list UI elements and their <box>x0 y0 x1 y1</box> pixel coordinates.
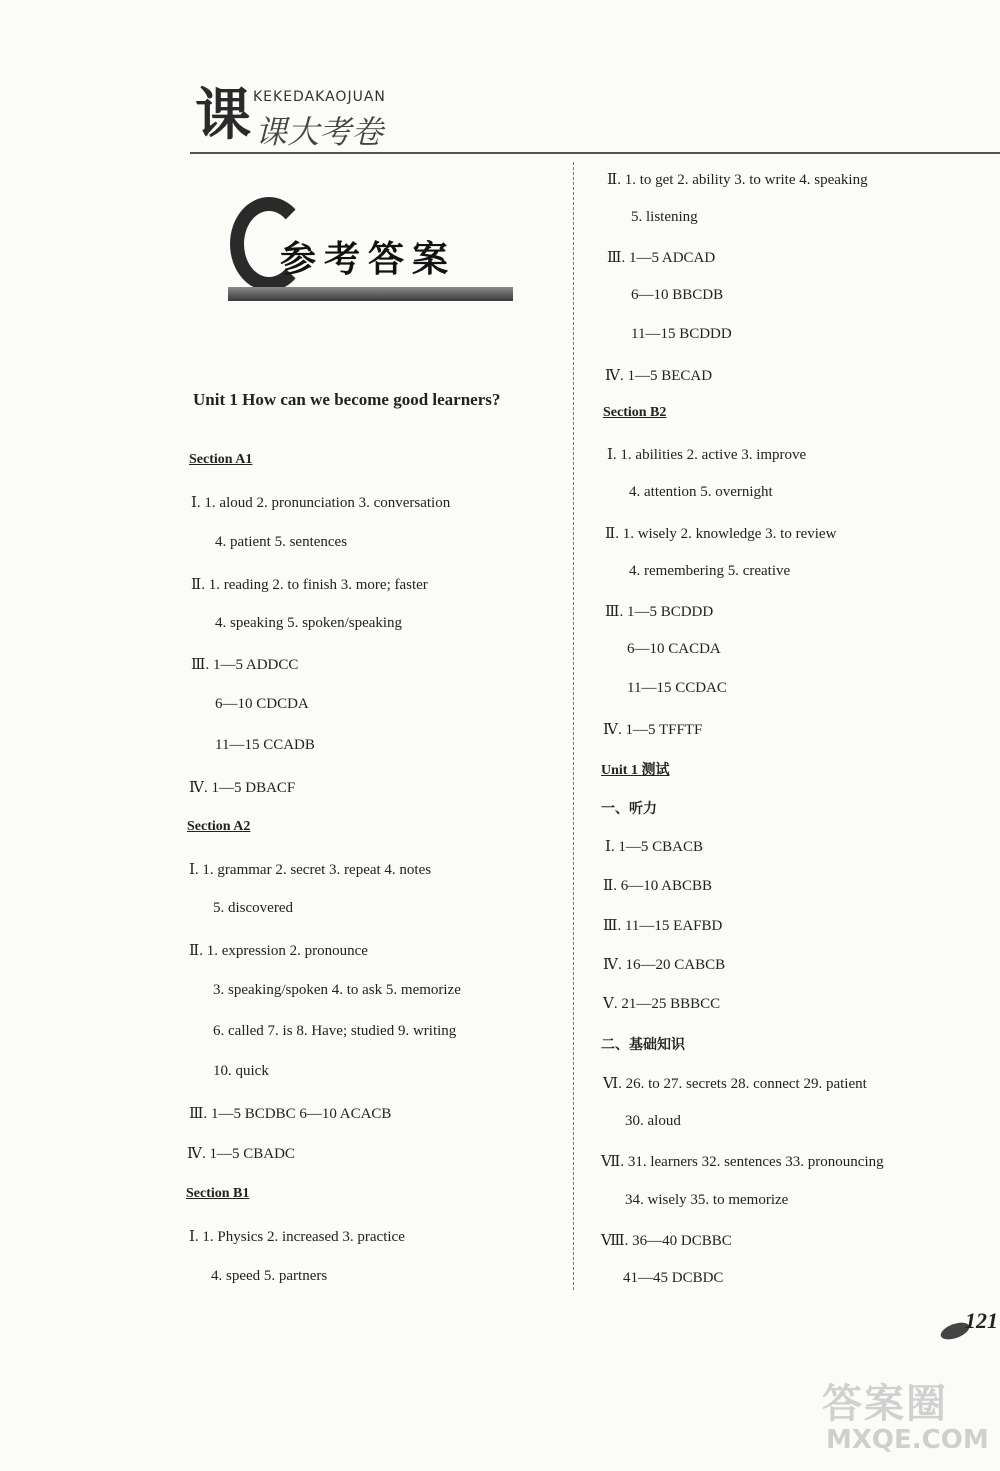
answer-line: Ⅱ. 1. to get 2. ability 3. to write 4. speaking <box>607 172 868 188</box>
column-divider <box>573 162 580 1290</box>
answer-line: 11—15 CCDAC <box>627 680 727 696</box>
header-divider <box>190 152 1000 154</box>
answer-line: 6—10 BBCDB <box>631 287 724 303</box>
answer-line: 4. patient 5. sentences <box>215 534 348 550</box>
banner-title: 参考答案 <box>280 239 457 280</box>
answer-line: Ⅳ. 1—5 BECAD <box>605 368 713 384</box>
answer-line: 10. quick <box>213 1063 269 1079</box>
watermark-url: MXQE.COM <box>826 1425 989 1455</box>
answer-line: Ⅳ. 1—5 TFFTF <box>603 722 703 738</box>
answer-line: Ⅷ. 36—40 DCBBC <box>601 1233 732 1249</box>
answer-line: Ⅱ. 1. reading 2. to finish 3. more; faster <box>191 577 428 593</box>
answer-line: Ⅳ. 1—5 DBACF <box>189 780 296 796</box>
answer-line: 5. listening <box>631 209 698 225</box>
answer-line: Ⅱ. 1. wisely 2. knowledge 3. to review <box>605 526 837 542</box>
answer-line: Ⅰ. 1. aloud 2. pronunciation 3. conversation <box>191 495 451 511</box>
page-number: 121 <box>965 1308 998 1333</box>
answer-line: 4. speed 5. partners <box>211 1268 328 1284</box>
logo-subtitle: 课大考卷 <box>255 113 384 151</box>
answer-line: Ⅳ. 1—5 CBADC <box>187 1146 295 1162</box>
answer-line: 4. attention 5. overnight <box>629 484 773 500</box>
answer-line: Ⅶ. 31. learners 32. sentences 33. pronouncing <box>601 1154 884 1170</box>
answer-line: 34. wisely 35. to memorize <box>625 1192 789 1208</box>
answer-line: Ⅲ. 1—5 BCDBC 6—10 ACACB <box>189 1106 392 1122</box>
watermark-logo: 答案圈 <box>822 1381 948 1427</box>
logo-character: 课 <box>195 82 251 148</box>
unit-title: Unit 1 How can we become good learners? <box>193 390 501 409</box>
answer-line: Ⅳ. 16—20 CABCB <box>603 957 726 973</box>
section-heading-test: Unit 1 测试 <box>601 763 670 778</box>
answer-line: Ⅲ. 1—5 ADDCC <box>191 657 299 673</box>
answer-line: 30. aloud <box>625 1113 681 1129</box>
answer-line: Ⅴ. 21—25 BBBCC <box>603 996 721 1012</box>
answer-line: 6. called 7. is 8. Have; studied 9. writing <box>213 1023 457 1039</box>
section-heading-a2: Section A2 <box>187 819 251 834</box>
answer-line: Ⅱ. 1. expression 2. pronounce <box>189 943 368 959</box>
section-heading-a1: Section A1 <box>189 452 253 467</box>
answer-line: 41—45 DCBDC <box>623 1270 724 1286</box>
answer-line: Ⅲ. 1—5 ADCAD <box>607 250 716 266</box>
answer-line: Ⅰ. 1—5 CBACB <box>605 839 704 855</box>
answer-line: 11—15 CCADB <box>215 737 315 753</box>
answer-line: 5. discovered <box>213 900 293 916</box>
part-heading-listening: 一、听力 <box>601 801 657 817</box>
part-heading-basics: 二、基础知识 <box>601 1037 685 1053</box>
answer-line: Ⅵ. 26. to 27. secrets 28. connect 29. patient <box>603 1076 867 1092</box>
answer-line: Ⅲ. 1—5 BCDDD <box>605 604 714 620</box>
section-heading-b1: Section B1 <box>186 1186 250 1201</box>
page-number-badge <box>940 1300 1000 1350</box>
publisher-logo <box>195 82 465 155</box>
answer-line: 6—10 CDCDA <box>215 696 309 712</box>
logo-romanization: KEKEDAKAOJUAN <box>253 89 386 105</box>
answer-line: Ⅰ. 1. grammar 2. secret 3. repeat 4. notes <box>189 862 432 878</box>
answer-key-banner <box>228 195 513 307</box>
answer-line: 6—10 CACDA <box>627 641 721 657</box>
banner-bar <box>228 287 513 301</box>
answer-line: 11—15 BCDDD <box>631 326 732 342</box>
answer-line: Ⅰ. 1. Physics 2. increased 3. practice <box>189 1229 405 1245</box>
answer-line: 4. remembering 5. creative <box>629 563 791 579</box>
answer-line: Ⅱ. 6—10 ABCBB <box>603 878 712 894</box>
section-heading-b2: Section B2 <box>603 405 667 420</box>
answer-line: 3. speaking/spoken 4. to ask 5. memorize <box>213 982 461 998</box>
answer-line: Ⅲ. 11—15 EAFBD <box>603 918 723 934</box>
answer-line: 4. speaking 5. spoken/speaking <box>215 615 403 631</box>
answer-line: Ⅰ. 1. abilities 2. active 3. improve <box>607 447 807 463</box>
